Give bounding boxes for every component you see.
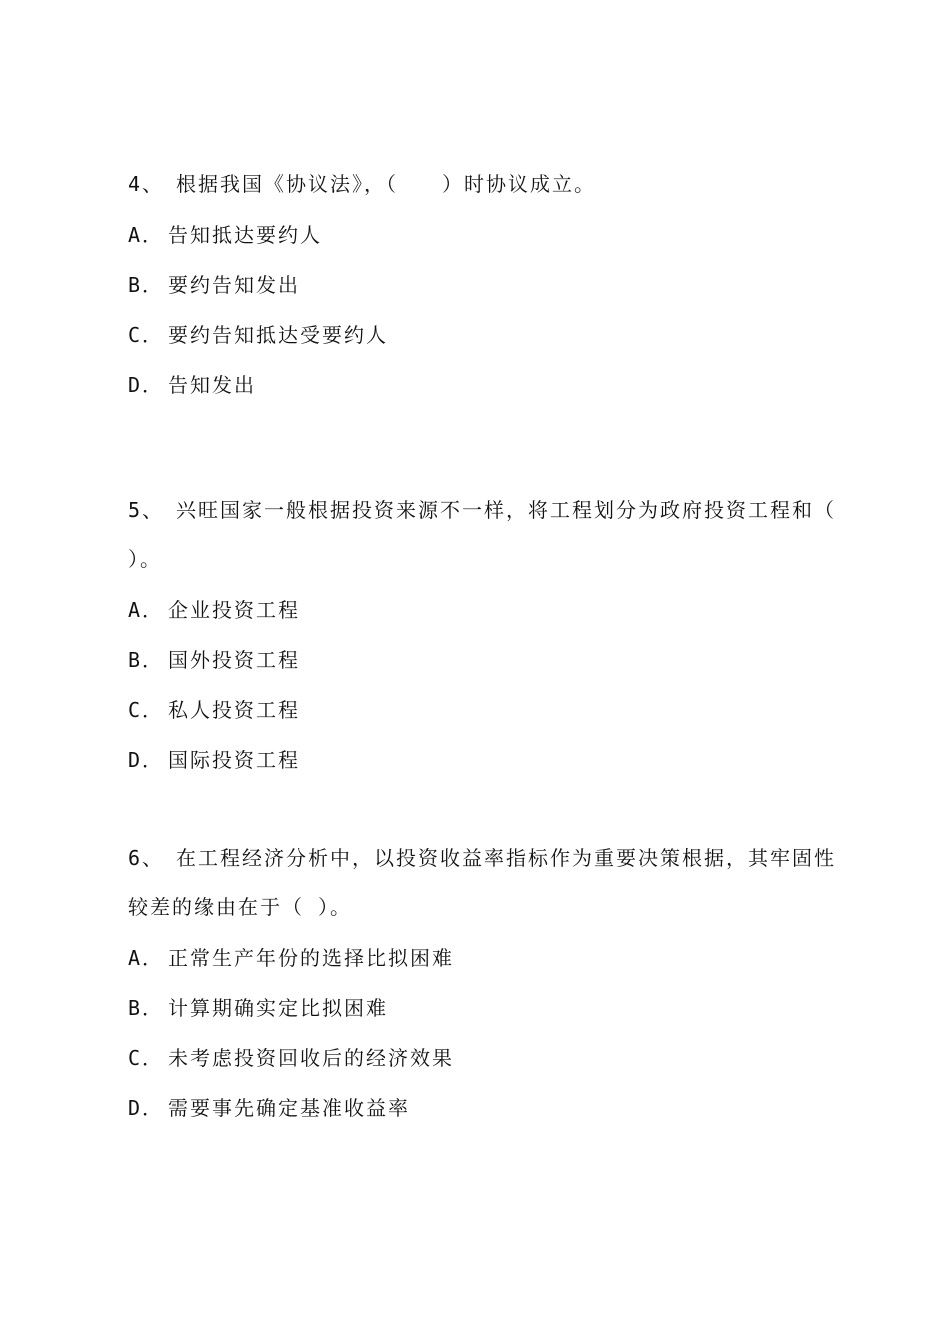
option-text: 要约告知发出 xyxy=(168,273,301,297)
option-text: 需要事先确定基准收益率 xyxy=(168,1096,411,1120)
question-stem xyxy=(128,486,881,584)
question-5 xyxy=(128,486,881,785)
option-letter: A． xyxy=(128,946,165,970)
option-text: 要约告知抵达受要约人 xyxy=(168,323,389,347)
option-b xyxy=(128,983,838,1033)
option-a xyxy=(128,585,838,635)
option-b xyxy=(128,260,838,310)
option-text: 告知发出 xyxy=(168,373,257,397)
option-c xyxy=(128,1033,838,1083)
option-a xyxy=(128,210,838,260)
option-text: 私人投资工程 xyxy=(168,698,301,722)
option-c xyxy=(128,310,838,360)
option-letter: A． xyxy=(128,223,165,247)
option-letter: B． xyxy=(128,273,165,297)
option-d xyxy=(128,1083,838,1133)
option-letter: D． xyxy=(128,1096,165,1120)
option-a xyxy=(128,933,838,983)
question-stem xyxy=(128,834,838,932)
option-letter: D． xyxy=(128,748,165,772)
question-number: 6、 xyxy=(128,846,165,870)
question-4 xyxy=(128,160,838,410)
option-text: 企业投资工程 xyxy=(168,598,301,622)
option-text: 告知抵达要约人 xyxy=(168,223,323,247)
option-letter: B． xyxy=(128,648,165,672)
question-stem xyxy=(128,160,838,209)
option-d xyxy=(128,360,838,410)
option-c xyxy=(128,685,838,735)
option-text: 国外投资工程 xyxy=(168,648,301,672)
option-letter: C． xyxy=(128,323,165,347)
question-text: 根据我国《协议法》，（ ）时协议成立。 xyxy=(176,172,597,196)
option-text: 国际投资工程 xyxy=(168,748,301,772)
option-text: 计算期确实定比拟困难 xyxy=(168,996,389,1020)
question-6 xyxy=(128,834,838,1133)
question-text: 兴旺国家一般根据投资来源不一样，将工程划分为政府投资工程和（ ）。 xyxy=(128,498,881,571)
option-letter: B． xyxy=(128,996,165,1020)
option-letter: C． xyxy=(128,698,165,722)
option-letter: A． xyxy=(128,598,165,622)
question-number: 5、 xyxy=(128,498,165,522)
option-letter: C． xyxy=(128,1046,165,1070)
option-text: 未考虑投资回收后的经济效果 xyxy=(168,1046,455,1070)
option-b xyxy=(128,635,838,685)
question-number: 4、 xyxy=(128,172,165,196)
question-text: 在工程经济分析中，以投资收益率指标作为重要决策根据，其牢固性较差的缘由在于（ ）。 xyxy=(128,846,837,919)
option-letter: D． xyxy=(128,373,165,397)
option-text: 正常生产年份的选择比拟困难 xyxy=(168,946,455,970)
option-d xyxy=(128,735,838,785)
